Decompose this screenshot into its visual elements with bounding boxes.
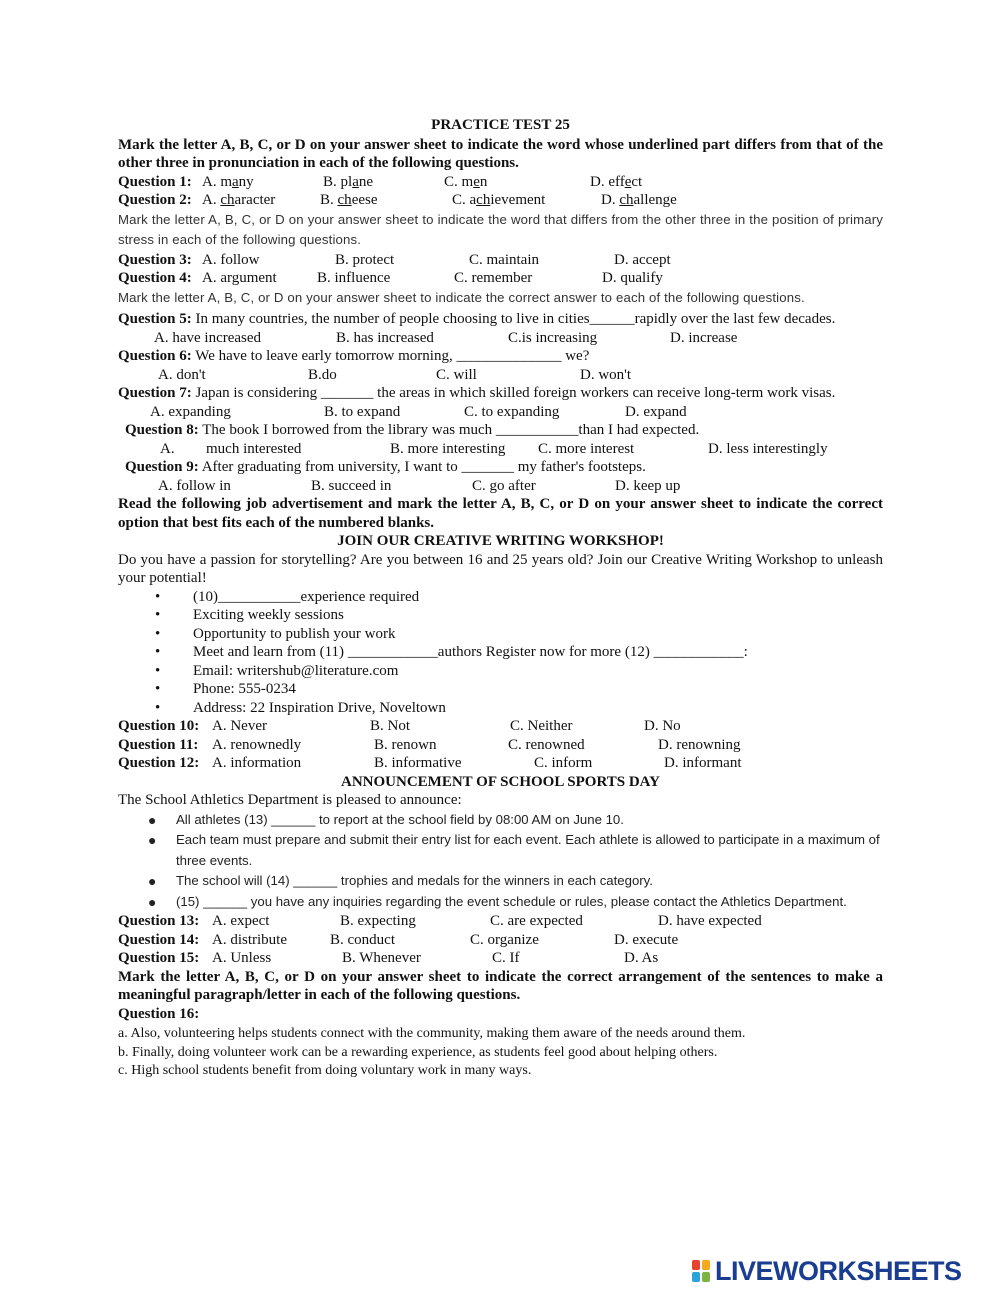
announcement-intro: The School Athletics Department is pleased to announce: (118, 792, 462, 808)
option-d[interactable]: D. renowning (658, 736, 741, 753)
list-item: ● The school will (14) ______ trophies and medals for the winners in each category. (148, 873, 653, 889)
option-d[interactable]: D. keep up (615, 477, 681, 494)
list-item: • (10)___________experience required (155, 588, 420, 605)
list-item: ● All athletes (13) ______ to report at the school field by 08:00 AM on June 10. (148, 811, 624, 828)
instruction-grammar: Mark the letter A, B, C, or D on your answer sheet to indicate the correct answer to each of the following questions. (118, 289, 805, 305)
question-5: Question 5: In many countries, the number of people choosing to live in cities______rapidly over the last few decades. (118, 311, 836, 327)
question-7-options (118, 403, 883, 422)
question-9-options (118, 477, 883, 496)
option-c[interactable]: C. organize (470, 931, 539, 948)
list-item: • Exciting weekly sessions (155, 607, 344, 623)
option-c[interactable]: C. remember (454, 270, 533, 286)
list-item: • Email: writershub@literature.com (155, 662, 399, 679)
option-b[interactable]: B.do (308, 366, 337, 383)
option-c[interactable]: C. will (436, 366, 477, 383)
instruction-pronunciation: Mark the letter A, B, C, or D on your answer sheet to indicate the word whose underlined part differs from that of the other three in pronunciation in each of the following questions. (118, 136, 883, 171)
option-d[interactable]: D. won't (580, 366, 632, 383)
option-c[interactable]: C. men (444, 173, 488, 190)
question-10: Question 10: A. Never B. Not C. Neither D. No (118, 718, 681, 734)
option-b[interactable]: B. more interesting (390, 440, 506, 457)
option-a[interactable]: A. renownedly (212, 736, 302, 753)
option-b[interactable]: B. expecting (340, 913, 416, 929)
instruction-stress: Mark the letter A, B, C, or D on your answer sheet to indicate the word that differs from the other three in the position of primary stress in each of the following questions. (118, 211, 883, 247)
option-b[interactable]: B. influence (317, 270, 391, 286)
list-item: • Opportunity to publish your work (155, 625, 396, 642)
option-a[interactable]: A. argument (202, 270, 277, 286)
worksheet-page (118, 116, 883, 1081)
option-d[interactable]: D. No (644, 718, 681, 734)
question-8: Question 8: The book I borrowed from the library was much ___________than I had expected. (125, 422, 700, 438)
advertisement-intro: Do you have a passion for storytelling? Are you between 16 and 25 years old? Join our Creative Writing Workshop to unleash your potential! (118, 551, 883, 586)
question-6: Question 6: We have to leave early tomorrow morning, ______________ we? (118, 348, 590, 364)
option-d[interactable]: D. informant (664, 755, 742, 771)
question-16-label: Question 16: (118, 1005, 200, 1022)
option-c[interactable]: C. renowned (508, 736, 585, 753)
option-b[interactable]: B. informative (374, 755, 462, 771)
question-1: Question 1: A. many B. plane C. men D. effect (118, 173, 643, 190)
option-b[interactable]: B. plane (323, 173, 374, 190)
option-c[interactable]: C. maintain (469, 251, 539, 268)
announcement-heading: ANNOUNCEMENT OF SCHOOL SPORTS DAY (341, 773, 660, 790)
logo-icon (692, 1260, 712, 1282)
option-d[interactable]: D. execute (614, 931, 679, 948)
advertisement-list (118, 588, 883, 718)
option-d[interactable]: D. qualify (602, 270, 663, 286)
option-d[interactable]: D. effect (590, 173, 643, 190)
option-a-letter[interactable]: A. (160, 440, 175, 457)
option-a[interactable]: A. don't (158, 366, 206, 383)
option-a[interactable]: A. follow in (158, 477, 231, 494)
option-b[interactable]: B. Not (370, 718, 411, 734)
option-c[interactable]: C. If (492, 950, 520, 966)
option-a[interactable]: A. Never (212, 718, 267, 734)
option-b[interactable]: B. to expand (324, 403, 401, 420)
option-c[interactable]: C.is increasing (508, 329, 598, 346)
option-b[interactable]: B. protect (335, 251, 395, 268)
question-2: Question 2: A. character B. cheese C. achievement D. challenge (118, 192, 677, 208)
page-title: PRACTICE TEST 25 (431, 117, 570, 133)
option-c[interactable]: C. to expanding (464, 403, 560, 420)
logo-text: LIVEWORKSHEETS (715, 1255, 962, 1286)
list-item: ● (15) ______ you have any inquiries regarding the event schedule or rules, please contact the Athletics Department. (148, 893, 847, 910)
option-c[interactable]: C. Neither (510, 718, 573, 734)
question-16-sentence-a: a. Also, volunteering helps students connect with the community, making them aware of the needs around them. (118, 1026, 746, 1041)
option-d[interactable]: D. have expected (658, 913, 762, 929)
option-a[interactable]: A. expect (212, 913, 270, 929)
option-d[interactable]: D. As (624, 950, 659, 966)
option-c[interactable]: C. go after (472, 477, 536, 494)
question-4: Question 4: A. argument B. influence C. remember D. qualify (118, 270, 663, 286)
option-c[interactable]: C. are expected (490, 913, 583, 929)
announcement-list (118, 810, 883, 913)
option-b[interactable]: B. has increased (336, 329, 434, 346)
advertisement-heading: JOIN OUR CREATIVE WRITING WORKSHOP! (337, 533, 664, 549)
option-b[interactable]: B. succeed in (311, 477, 392, 494)
question-14: Question 14: A. distribute B. conduct C. organize D. execute (118, 931, 679, 948)
liveworksheets-logo (692, 1255, 962, 1287)
option-c[interactable]: C. achievement (452, 192, 546, 208)
question-3: Question 3: A. follow B. protect C. maintain D. accept (118, 251, 671, 268)
list-item: • Phone: 555-0234 (155, 681, 296, 697)
option-b[interactable]: B. Whenever (342, 950, 421, 966)
option-d[interactable]: D. expand (625, 403, 687, 420)
option-a[interactable]: A. character (202, 192, 276, 208)
option-c[interactable]: C. more interest (538, 440, 635, 457)
option-a[interactable]: A. expanding (150, 403, 231, 420)
option-d[interactable]: D. accept (614, 251, 671, 268)
option-a[interactable]: A. follow (202, 251, 260, 268)
option-d[interactable]: D. challenge (601, 192, 677, 208)
option-a[interactable]: A. distribute (212, 931, 287, 948)
instruction-advertisement: Read the following job advertisement and mark the letter A, B, C, or D on your answer sheet to indicate the correct option that best fits each of the numbered blanks. (118, 496, 883, 531)
question-5-options (118, 329, 883, 348)
question-7: Question 7: Japan is considering _______ the areas in which skilled foreign workers can receive long-term work visas. (118, 385, 836, 401)
option-d[interactable]: D. increase (670, 329, 738, 346)
list-item: • Meet and learn from (11) ____________authors Register now for more (12) ____________: (155, 644, 748, 660)
option-a[interactable]: A. many (202, 173, 254, 190)
option-b[interactable]: B. conduct (330, 931, 395, 948)
option-c[interactable]: C. inform (534, 755, 593, 771)
question-8-options (118, 440, 883, 459)
option-a[interactable]: much interested (206, 440, 302, 457)
question-11: Question 11: A. renownedly B. renown C. renowned D. renowning (118, 736, 741, 753)
question-9: Question 9: After graduating from university, I want to _______ my father's footsteps. (125, 459, 646, 475)
list-item: • Address: 22 Inspiration Drive, Noveltown (155, 699, 446, 716)
option-a[interactable]: A. have increased (154, 329, 262, 346)
option-b[interactable]: B. renown (374, 736, 437, 753)
option-d[interactable]: D. less interestingly (708, 440, 828, 457)
option-a[interactable]: A. Unless (212, 950, 272, 966)
question-15: Question 15: A. Unless B. Whenever C. If D. As (118, 950, 659, 966)
question-13: Question 13: A. expect B. expecting C. are expected D. have expected (118, 913, 762, 929)
list-item: ● Each team must prepare and submit their entry list for each event. Each athlete is allowed to participate in a maximum of three events. (148, 832, 880, 868)
question-12: Question 12: A. information B. informative C. inform D. informant (118, 755, 742, 771)
question-16-sentence-b: b. Finally, doing volunteer work can be a rewarding experience, as students feel good about helping others. (118, 1044, 718, 1060)
option-b[interactable]: B. cheese (320, 192, 378, 208)
option-a[interactable]: A. information (212, 755, 302, 771)
question-16-sentence-c: c. High school students benefit from doing voluntary work in many ways. (118, 1063, 532, 1078)
question-6-options (118, 366, 883, 385)
instruction-arrangement: Mark the letter A, B, C, or D on your answer sheet to indicate the correct arrangement of the sentences to make a meaningful paragraph/letter in each of the following questions. (118, 968, 883, 1003)
